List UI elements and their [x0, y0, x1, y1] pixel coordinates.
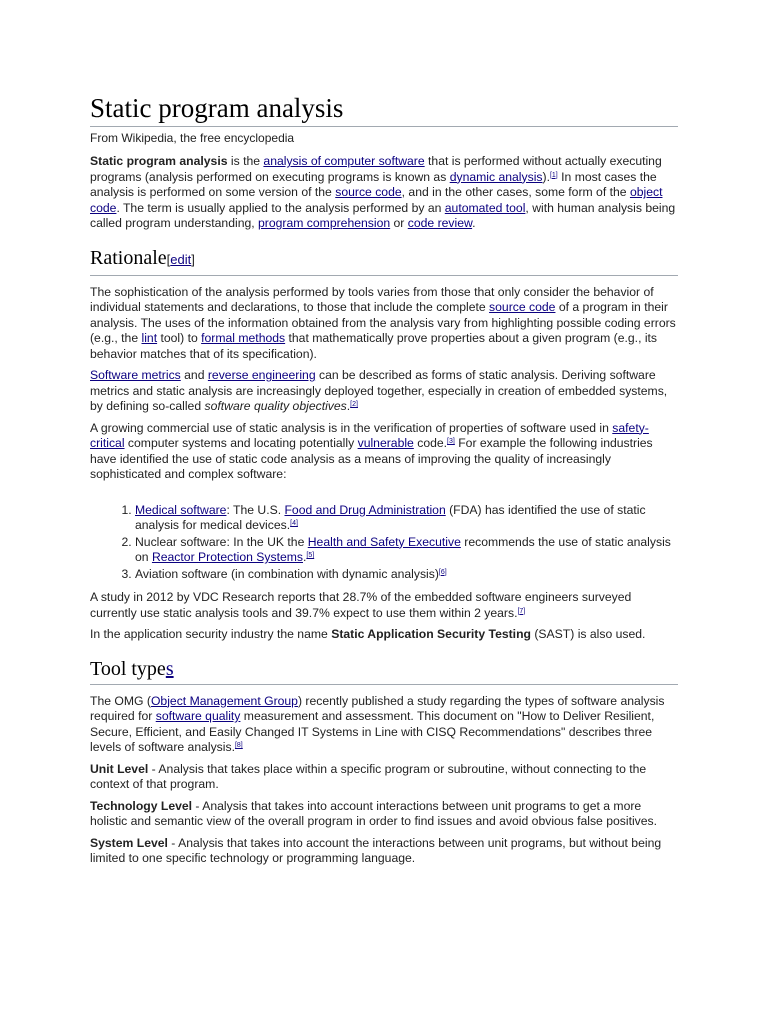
ref-5[interactable]: [5] [306, 552, 315, 559]
ref-8[interactable]: [8] [234, 742, 243, 749]
section-heading-tool-types [90, 657, 678, 685]
text: . [303, 550, 307, 564]
link-health-and-safety-executive[interactable]: Health and Safety Executive [307, 534, 461, 549]
industries-list [90, 503, 678, 583]
text: ) recently published a study regarding the types of software analysis required for [90, 693, 665, 723]
text: . The term is usually applied to the analysis performed by an [116, 200, 445, 215]
text: tool) to [157, 331, 202, 345]
text: In most cases the analysis is performed on some version of the [90, 169, 657, 199]
link-fda[interactable]: Food and Drug Administration [284, 502, 446, 517]
link-safety-critical[interactable]: safety-critical [90, 420, 649, 450]
ref-1[interactable]: [1] [549, 171, 558, 179]
text: or [390, 216, 408, 230]
text: , and in the other cases, some form of the [401, 185, 630, 199]
link-lint[interactable]: lint [141, 331, 158, 345]
text: that is performed without actually executing programs (analysis performed on executing programs is known as [90, 154, 662, 184]
text: , with human analysis being called program understanding, [90, 200, 676, 230]
heading-link[interactable]: s [165, 657, 174, 680]
page-title: Static program analysis [90, 92, 678, 127]
intro-paragraph [90, 154, 678, 232]
text: . [472, 216, 476, 230]
text: of a program in their analysis. The uses of the information obtained from the analysis vary from highlighting possible coding errors (e.g., the [90, 300, 676, 345]
text: The sophistication of the analysis performed by tools varies from those that only consider the behavior of individual statements and declarations, to those that include the complete [90, 284, 654, 314]
bold-term: Static Application Security Testing [331, 627, 531, 641]
link-source-code[interactable]: source code [335, 185, 402, 199]
text: Nuclear software: In the UK the [135, 534, 308, 549]
ref-6[interactable]: [6] [438, 568, 447, 576]
bracket: [ [166, 251, 171, 267]
link-program-comprehension[interactable]: program comprehension [258, 216, 391, 230]
link-reverse-engineering[interactable]: reverse engineering [207, 368, 316, 382]
text: is the [227, 154, 264, 168]
section-heading-rationale [90, 246, 678, 276]
text: can be described as forms of static analysis. Deriving software metrics and static analysis are increasingly deployed together, especially in creation of embedded systems, by defining so-called [90, 368, 668, 413]
link-source-code[interactable]: source code [489, 300, 556, 314]
link-code-review[interactable]: code review [407, 216, 473, 230]
edit-link[interactable]: edit [170, 251, 192, 267]
link-dynamic-analysis[interactable]: dynamic analysis [449, 169, 543, 184]
bold-term: Unit Level [90, 761, 149, 776]
link-medical-software[interactable]: Medical software [135, 502, 227, 517]
italic-term: software quality objectives [204, 399, 347, 413]
link-reactor-protection-systems[interactable]: Reactor Protection Systems [151, 550, 303, 564]
rationale-paragraph-2 [90, 368, 678, 415]
rationale-paragraph-5 [90, 627, 678, 643]
link-formal-methods[interactable]: formal methods [201, 331, 286, 345]
text: - Analysis that takes place within a specific program or subroutine, without connecting to the context of that program. [90, 761, 647, 791]
link-software-quality[interactable]: software quality [155, 709, 241, 723]
text: measurement and assessment. This document on "How to Deliver Resilient, Secure, Efficient, and Easily Changed IT Systems in Line with CISQ Recommendations" describes three levels of software analysis. [90, 709, 655, 754]
bold-term: System Level [90, 835, 168, 850]
link-automated-tool[interactable]: automated tool [444, 200, 526, 215]
text: recommends the use of static analysis on [135, 534, 671, 564]
rationale-paragraph-4 [90, 590, 678, 621]
list-item [135, 503, 678, 534]
text: that mathematically prove properties about a given program (e.g., its behavior matches that of its specification). [90, 331, 658, 361]
intro-bold-term: Static program analysis [90, 154, 228, 168]
text: For example the following industries have identified the use of static code analysis as a means of improving the quality of increasingly sophisticated and complex software: [90, 436, 653, 481]
technology-level-paragraph [90, 799, 678, 830]
link-software-metrics[interactable]: Software metrics [90, 368, 181, 382]
text: - Analysis that takes into account the interactions between unit programs, but without being limited to one specific technology or programming language. [90, 835, 662, 865]
ref-4[interactable]: [4] [290, 520, 298, 527]
text: In the application security industry the name [90, 627, 332, 641]
tools-paragraph-1 [90, 694, 678, 756]
unit-level-paragraph [90, 762, 678, 793]
text: The OMG ( [90, 693, 151, 708]
system-level-paragraph [90, 836, 678, 867]
bracket: ] [191, 251, 195, 267]
text: Aviation software (in combination with dynamic analysis) [135, 566, 439, 581]
link-analysis-of-computer-software[interactable]: analysis of computer software [263, 154, 425, 168]
link-object-code[interactable]: object code [90, 185, 663, 215]
link-vulnerable[interactable]: vulnerable [357, 436, 414, 450]
text: code. [413, 436, 448, 450]
text: and [180, 368, 208, 382]
text: A study in 2012 by VDC Research reports that 28.7% of the embedded software engineers surveyed currently use static analysis tools and 39.7% expect to use them within 2 years. [90, 590, 632, 620]
ref-2[interactable]: [2] [350, 401, 358, 408]
bold-term: Technology Level [90, 798, 193, 813]
text: (FDA) has identified the use of static analysis for medical devices. [135, 502, 646, 532]
list-item [135, 535, 678, 566]
ref-3[interactable]: [3] [447, 438, 455, 445]
text: - Analysis that takes into account interactions between unit programs to get a more holistic and semantic view of the overall program in order to find issues and avoid obvious false positives. [90, 798, 658, 828]
text: A growing commercial use of static analysis is in the verification of properties of software used in [90, 420, 613, 435]
text: (SAST) is also used. [530, 627, 646, 641]
link-object-management-group[interactable]: Object Management Group [150, 693, 298, 708]
heading-text: Rationale [90, 246, 167, 269]
text: : The U.S. [226, 502, 285, 517]
text: . [346, 399, 351, 413]
heading-text: Tool type [90, 657, 166, 680]
page-subtitle: From Wikipedia, the free encyclopedia [90, 131, 295, 145]
list-item [135, 567, 678, 583]
rationale-paragraph-3 [90, 421, 678, 483]
text: computer systems and locating potentially [124, 436, 358, 450]
rationale-paragraph-1 [90, 285, 678, 363]
edit-section-link [167, 252, 195, 267]
text: ). [542, 169, 550, 184]
ref-7[interactable]: [7] [517, 607, 526, 615]
